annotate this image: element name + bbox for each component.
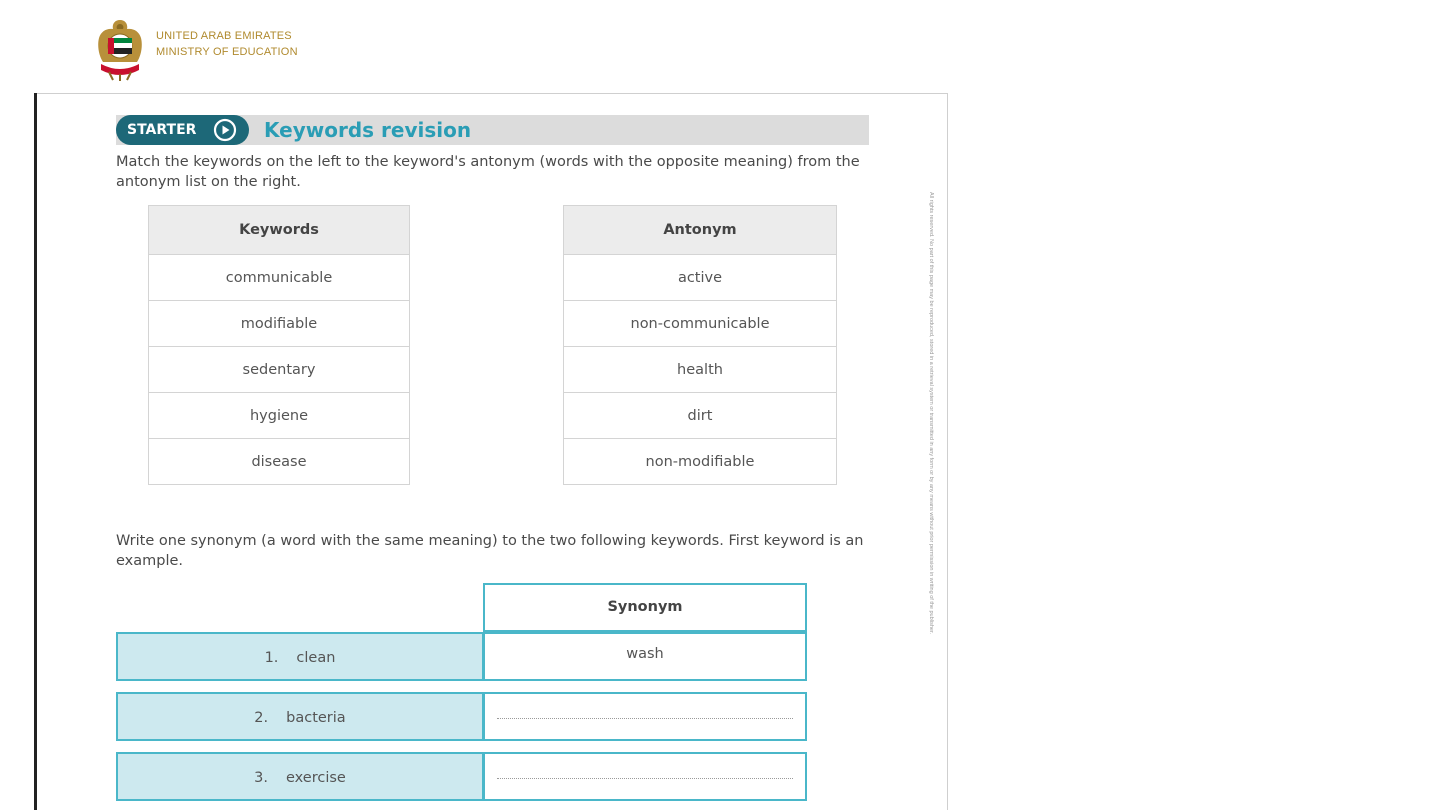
ministry-name [156, 28, 298, 60]
uae-emblem-icon [95, 16, 145, 82]
row-number: 3. [254, 770, 268, 786]
match-instructions: Match the keywords on the left to the keyword's antonym (words with the opposite meaning) from the antonym list on the right. [116, 154, 860, 190]
synonym-row [116, 632, 807, 681]
dotted-answer-line [497, 778, 793, 779]
org-line-country: UNITED ARAB EMIRATES [156, 30, 292, 42]
synonym-answer-field[interactable] [483, 692, 807, 741]
antonym-cell: dirt [564, 393, 837, 439]
synonym-keyword-cell [116, 632, 484, 681]
antonym-cell: health [564, 347, 837, 393]
starter-badge-label: STARTER [127, 122, 197, 138]
keyword-cell: hygiene [149, 393, 410, 439]
synonym-keyword: clean [296, 650, 336, 666]
antonym-cell: non-communicable [564, 301, 837, 347]
keyword-cell: disease [149, 439, 410, 485]
keyword-cell: modifiable [149, 301, 410, 347]
copyright-notice [927, 193, 935, 753]
synonym-instructions: Write one synonym (a word with the same meaning) to the two following keywords. First keyword is an example. [116, 533, 864, 569]
play-icon [213, 118, 237, 142]
keywords-header: Keywords [149, 206, 410, 255]
synonym-row [116, 752, 807, 801]
synonym-answer-field[interactable] [483, 752, 807, 801]
copyright-text: All rights reserved. No part of this page may be reproduced, stored in a retrieval system or transmitted in any form or by any means without prior permission in writing of the publisher. [928, 192, 934, 635]
keyword-cell: sedentary [149, 347, 410, 393]
org-line-ministry: MINISTRY OF EDUCATION [156, 46, 298, 58]
antonym-cell: non-modifiable [564, 439, 837, 485]
antonym-table [563, 205, 837, 485]
synonym-row [116, 692, 807, 741]
keywords-table [148, 205, 410, 485]
section-title: Keywords revision [264, 118, 472, 142]
synonym-keyword: bacteria [286, 710, 346, 726]
synonym-keyword-cell [116, 752, 484, 801]
row-number: 1. [264, 650, 279, 666]
synonym-header: Synonym [483, 583, 807, 632]
page-left-border [34, 93, 37, 810]
synonym-keyword: exercise [286, 770, 346, 786]
antonym-cell: active [564, 255, 837, 301]
ministry-header [95, 16, 355, 82]
synonym-keyword-cell [116, 692, 484, 741]
row-number: 2. [254, 710, 269, 726]
dotted-answer-line [497, 718, 793, 719]
antonym-header: Antonym [564, 206, 837, 255]
keyword-cell: communicable [149, 255, 410, 301]
synonym-answer-cell: wash [483, 632, 807, 681]
